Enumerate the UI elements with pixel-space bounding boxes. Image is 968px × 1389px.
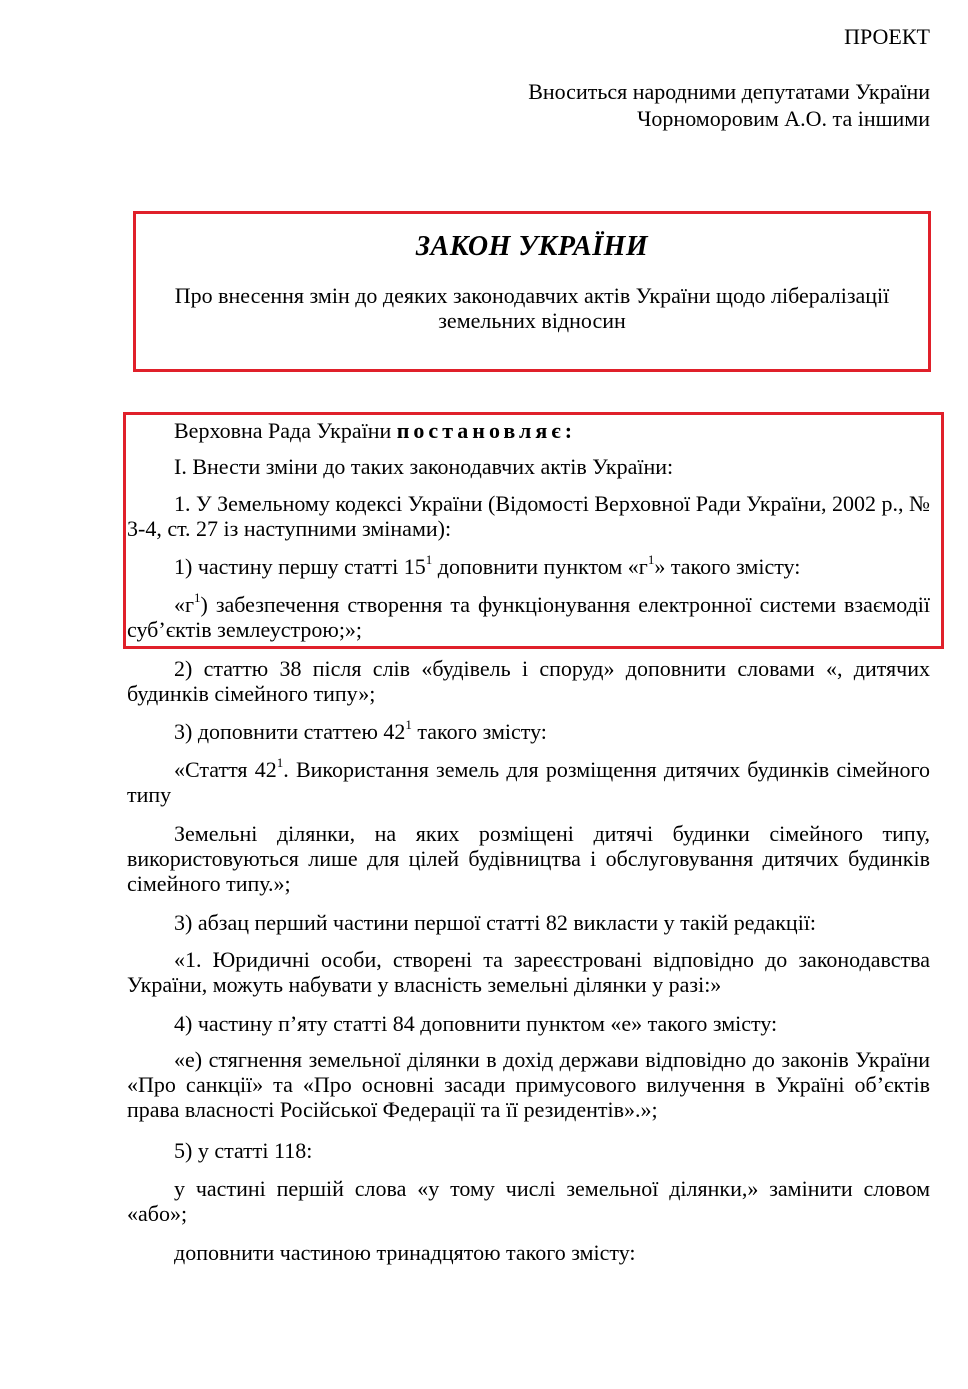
paragraph-10-text: «1. Юридичні особи, створені та зареєстровані відповідно до законодавства України, можуть набувати у власність земельні ділянки у разі:» <box>127 947 930 997</box>
paragraph-6-text-b: такого змісту: <box>411 719 547 744</box>
paragraph-12 <box>127 1047 930 1122</box>
paragraph-2-text: 1. У Земельному кодексі України (Відомості Верховної Ради України, 2002 р., № 3-4, ст. 27 із наступними змінами): <box>127 491 930 541</box>
paragraph-4 <box>127 589 930 642</box>
paragraph-3-text-a: 1) частину першу статті 15 <box>174 554 426 579</box>
paragraph-9 <box>127 910 930 935</box>
paragraph-6 <box>127 716 930 744</box>
paragraph-3-text-b: доповнити пунктом «г <box>432 554 648 579</box>
paragraph-8 <box>127 821 930 896</box>
paragraph-enactment <box>127 418 930 443</box>
paragraph-5-text: 2) статтю 38 після слів «будівель і споруд» доповнити словами «, дитячих будинків сімейного типу»; <box>127 656 930 706</box>
paragraph-7-text-a: «Стаття 42 <box>174 757 277 782</box>
paragraph-3-text-c: » такого змісту: <box>654 554 801 579</box>
paragraph-7 <box>127 754 930 807</box>
paragraph-6-text-a: 3) доповнити статтею 42 <box>174 719 406 744</box>
paragraph-1 <box>127 454 930 479</box>
paragraph-13 <box>127 1138 930 1163</box>
superscript: 1 <box>276 754 284 770</box>
paragraph-7-text-b: . Використання земель для розміщення дитячих будинків сімейного типу <box>127 757 930 807</box>
enactment-bold: постановляє: <box>396 418 577 443</box>
paragraph-15-text: доповнити частиною тринадцятою такого змісту: <box>174 1240 636 1265</box>
paragraph-13-text: 5) у статті 118: <box>174 1138 313 1163</box>
paragraph-3 <box>127 551 930 579</box>
superscript: 1 <box>194 589 201 605</box>
enactment-text: Верховна Рада України <box>174 418 397 443</box>
draft-label: ПРОЕКТ <box>844 24 930 49</box>
superscript: 1 <box>647 551 655 567</box>
submitted-by-line-1: Вноситься народними депутатами України <box>528 79 930 104</box>
paragraph-4-text-a: «г <box>174 592 195 617</box>
paragraph-14 <box>127 1176 930 1226</box>
paragraph-5 <box>127 656 930 706</box>
submitted-by-line-2: Чорноморовим А.О. та іншими <box>637 106 930 131</box>
paragraph-14-text: у частині першій слова «у тому числі земельної ділянки,» замінити словом «або»; <box>127 1176 930 1226</box>
paragraph-2 <box>127 491 930 541</box>
paragraph-10 <box>127 947 930 997</box>
paragraph-11-text: 4) частину п’яту статті 84 доповнити пунктом «е» такого змісту: <box>174 1011 778 1036</box>
paragraph-1-text: І. Внести зміни до таких законодавчих актів України: <box>174 454 674 479</box>
paragraph-11 <box>127 1011 930 1036</box>
superscript: 1 <box>425 551 433 567</box>
paragraph-9-text: 3) абзац перший частини першої статті 82 викласти у такій редакції: <box>174 910 817 935</box>
law-title: ЗАКОН УКРАЇНИ <box>415 231 649 262</box>
paragraph-4-text-b: ) забезпечення створення та функціонування електронної системи взаємодії суб’єктів землеустрою;»; <box>127 592 930 642</box>
superscript: 1 <box>405 716 412 732</box>
law-subject: Про внесення змін до деяких законодавчих актів України щодо лібералізації земельних відносин <box>174 283 890 333</box>
paragraph-8-text: Земельні ділянки, на яких розміщені дитячі будинки сімейного типу, використовуються лише для цілей будівництва і обслуговування дитячих будинків сімейного типу.»; <box>127 821 930 896</box>
submitted-by <box>528 78 930 132</box>
paragraph-15 <box>127 1240 930 1265</box>
paragraph-12-text: «е) стягнення земельної ділянки в дохід держави відповідно до законів України «Про санкції» та «Про основні засади примусового вилучення в Україні об’єктів права власності Російської Федерації та її резидентів».»; <box>127 1047 930 1122</box>
